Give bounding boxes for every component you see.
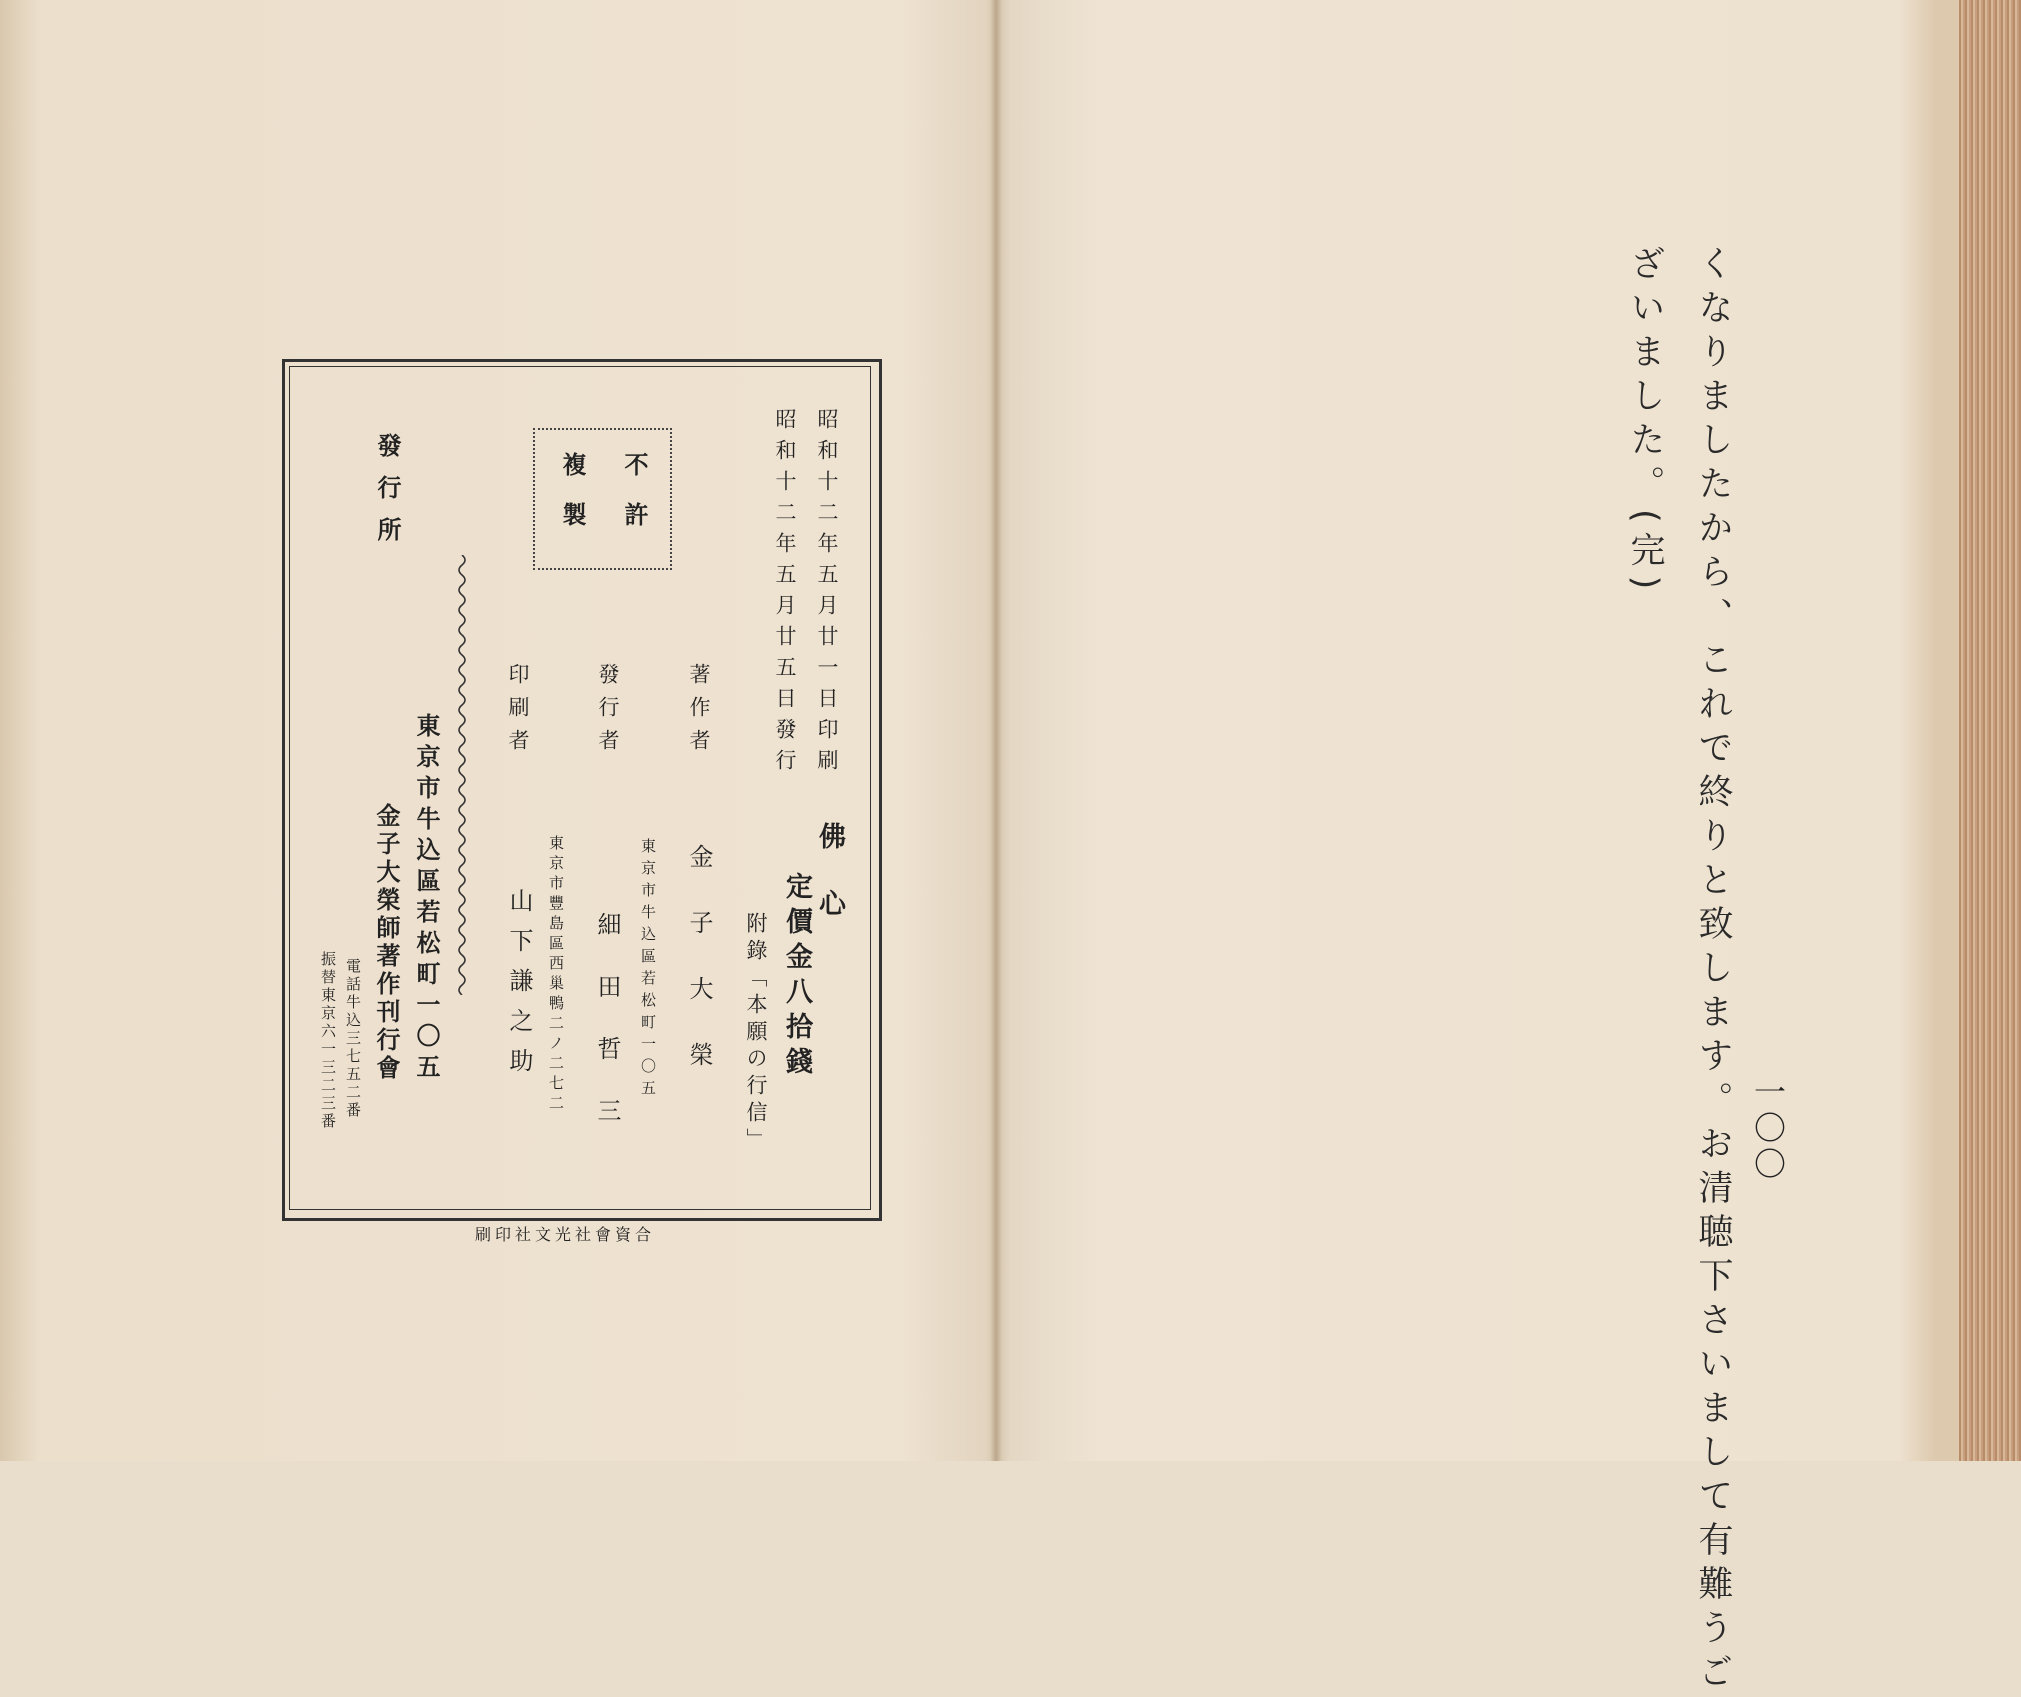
stamp-text-2: 複製 bbox=[558, 452, 587, 552]
issuer-phone: 電話牛込三七五二番 bbox=[344, 958, 362, 1120]
book-price: 定價金八拾錢 bbox=[781, 872, 812, 1082]
printer-name: 山下謙之助 bbox=[505, 888, 533, 1088]
wavy-divider bbox=[455, 555, 469, 995]
printer-label: 印刷者 bbox=[506, 663, 530, 762]
appendix-title: 附錄「本願の行信」 bbox=[744, 912, 768, 1155]
book-title: 佛心 bbox=[814, 822, 845, 956]
issuer-address: 東京市牛込區若松町一〇五 bbox=[412, 713, 441, 1085]
book-gutter bbox=[990, 0, 1002, 1461]
issuer-label: 發行所 bbox=[373, 433, 402, 559]
issuer-transfer: 振替東京六一三二三番 bbox=[319, 951, 337, 1131]
body-line-1: くなりましたから、これで終りと致します。お清聴下さいまして有難うご bbox=[1693, 245, 1733, 1697]
body-line-2: ざいました。(完) bbox=[1625, 245, 1665, 599]
publisher-label: 發行者 bbox=[596, 663, 620, 762]
print-date: 昭和十二年五月廿一日印刷 bbox=[815, 408, 839, 780]
page-edges bbox=[1959, 0, 2021, 1461]
page-number: 一〇〇 bbox=[1749, 1075, 1787, 1183]
stamp-text-1: 不許 bbox=[620, 452, 649, 552]
issuer-name: 金子大榮師著作刊行會 bbox=[372, 803, 401, 1083]
printer-address: 東京市豐島區西巢鴨二ノ二七二 bbox=[547, 835, 565, 1115]
print-house: 合資會社光文社印刷 bbox=[475, 1225, 656, 1244]
author-name: 金子大榮 bbox=[685, 844, 713, 1108]
publisher-address: 東京市牛込區若松町一〇五 bbox=[639, 838, 657, 1102]
author-label: 著作者 bbox=[687, 663, 711, 762]
publisher-name: 細田哲三 bbox=[593, 912, 621, 1160]
issue-date: 昭和十二年五月廿五日發行 bbox=[773, 408, 797, 780]
